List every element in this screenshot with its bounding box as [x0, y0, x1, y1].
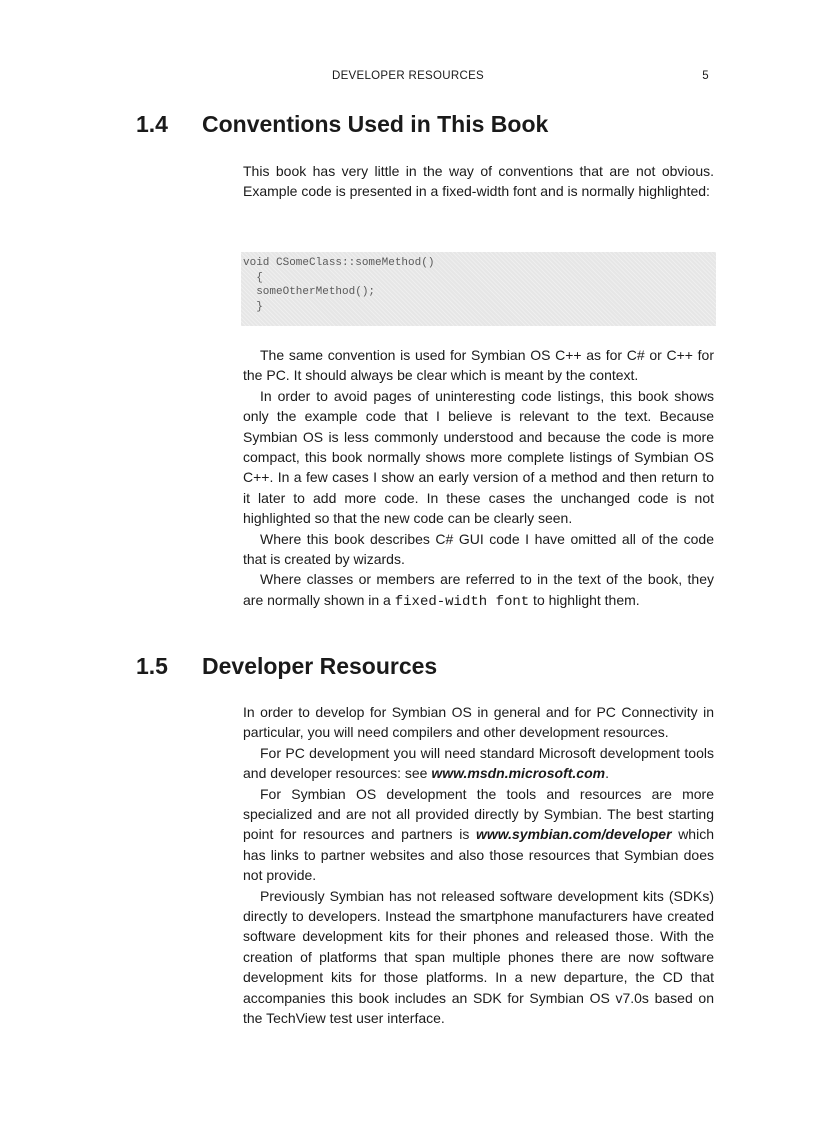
running-head — [0, 70, 816, 88]
code-line: { — [243, 271, 263, 284]
section-heading-1-5 — [136, 653, 437, 680]
text-run: For PC development you will need standard Microsoft development tools and developer resources: see — [243, 744, 714, 782]
paragraph: The same convention is used for Symbian OS C++ as for C# or C++ for the PC. It should always be clear which is meant by the context. — [243, 347, 714, 384]
paragraph: In order to develop for Symbian OS in general and for PC Connectivity in particular, you will need compilers and other development resources. — [243, 704, 714, 741]
running-head-title: DEVELOPER RESOURCES — [331, 70, 485, 82]
section-1-4-intro — [243, 161, 714, 202]
page-number: 5 — [702, 70, 709, 82]
code-example-block — [241, 252, 716, 326]
section-number: 1.5 — [136, 653, 168, 679]
paragraph: In order to avoid pages of uninteresting code listings, this book shows only the example code that I believe is relevant to the text. Because Symbian OS is less commonly understood and because the code is more compact, this book normally shows more complete listings of Symbian OS C++. In a few cases I show an early version of a method and then return to it later to add more code. In these cases the unchanged code is not highlighted so that the new code can be clearly seen. — [243, 387, 714, 527]
text-run: For Symbian OS development the tools and resources are more specialized and are not all provided directly by Symbian. The best starting point for resources and partners is — [243, 785, 714, 843]
text-run: which has links to partner websites and also those resources that Symbian does not provide. — [243, 826, 714, 884]
text-run: to highlight them. — [529, 591, 640, 608]
paragraph — [243, 784, 714, 886]
fixed-width-sample: fixed-width font — [394, 593, 530, 610]
text-run: Where classes or members are referred to in the text of the book, they are normally shown in a — [243, 571, 714, 608]
text-run: . — [605, 765, 609, 782]
section-number: 1.4 — [136, 111, 168, 137]
paragraph: Previously Symbian has not released software development kits (SDKs) directly to developers. Instead the smartphone manufacturers have created software development kits for their phones and released those. With the creation of platforms that span multiple phones there are now software development kits for those platforms. In a new departure, the CD that accompanies this book includes an SDK for Symbian OS v7.0s based on the TechView test user interface. — [243, 887, 714, 1027]
symbian-developer-link[interactable]: www.symbian.com/developer — [475, 826, 672, 843]
section-1-4-body — [243, 345, 714, 612]
code-line: void CSomeClass::someMethod() — [243, 257, 435, 269]
paragraph — [243, 743, 714, 784]
paragraph — [243, 569, 714, 612]
code-line: someOtherMethod(); — [243, 286, 376, 298]
section-title: Conventions Used in This Book — [202, 111, 549, 137]
code-line: } — [243, 300, 263, 313]
section-heading-1-4 — [136, 111, 548, 138]
paragraph: Where this book describes C# GUI code I have omitted all of the code that is created by wizards. — [243, 530, 714, 568]
section-title: Developer Resources — [202, 653, 438, 679]
intro-paragraph: This book has very little in the way of conventions that are not obvious. Example code is presented in a fixed-width font and is normally highlighted: — [243, 163, 714, 200]
section-1-5-body — [243, 702, 714, 1029]
msdn-link[interactable]: www.msdn.microsoft.com — [431, 765, 606, 782]
